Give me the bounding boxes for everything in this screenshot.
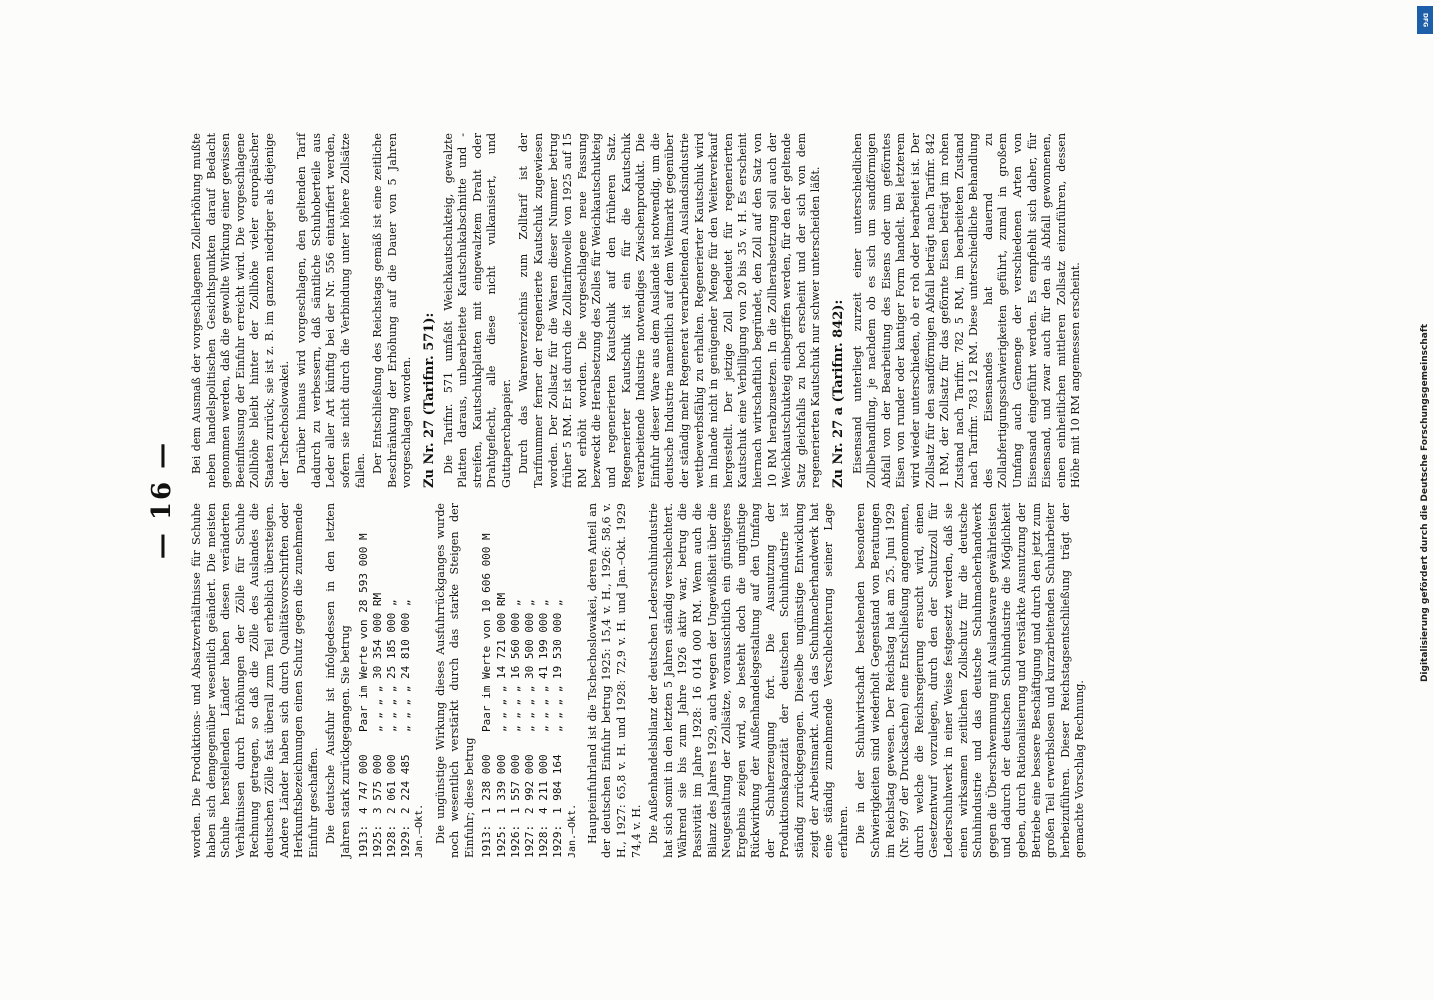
left-column bbox=[190, 503, 1091, 858]
table-note: Jan.–Okt. bbox=[566, 803, 578, 858]
table-row bbox=[495, 503, 509, 858]
year-cell: 1913: bbox=[356, 824, 370, 858]
table-note: Jan.–Okt. bbox=[414, 803, 426, 858]
quantity-cell: 1 984 164 bbox=[551, 754, 565, 814]
value-cell: „ „ „ „ 16 560 000 „ bbox=[508, 599, 522, 732]
year-cell: 1926: bbox=[508, 824, 522, 858]
year-cell: 1927: bbox=[522, 824, 536, 858]
value-cell: Paar im Werte von 28 593 000 M bbox=[356, 533, 370, 732]
paragraph: Die in der Schuhwirtschaft bestehenden besonderen Schwierigkeiten sind wiederholt Gegenstand von Beratungen im Reichstag gewesen. Der Reichstag hat am 25. Juni 1929 (Nr. 997 der Drucksachen) eine Entschließung angenommen, durch welche die Reichsregierung ersucht wird, einen Gesetzentwurf vorzulegen, durch den der Schutzzoll für Lederschuhwerk in einer Weise festgesetzt werden, daß sie einen wirksamen zeitlichen Zollschutz für die deutsche Schuhindustrie und das deutsche Schuhmacherhandwerk gegen die Überschwemmung mit Auslandsware gewährleisten und dadurch der deutschen Schuhindustrie die Möglichkeit geben, durch Rationalisierung und verstärkte Ausnutzung der Betriebe eine bessere Beschäftigung und durch den jetzt zum großen Teil erwerbslosen und kurzarbeitenden Schuharbeiter herbeizuführen. Dieser Reichstagsentschließung trägt der gemachte Vorschlag Rechnung. bbox=[854, 503, 1087, 858]
import-table bbox=[480, 503, 579, 858]
table-row bbox=[371, 503, 385, 858]
paragraph: Haupteinfuhrland ist die Tschechoslowakei, deren Anteil an der deutschen Einfuhr betrug 1925: 15,4 v. H., 1926: 58,6 v. H., 1927: 65,8 v. H. und 1928: 72,9 v. H. und Jan.–Okt. 1929 74,4 v. H. bbox=[585, 503, 643, 858]
quantity-cell: 1 339 000 bbox=[494, 754, 508, 814]
quantity-cell: 1 238 000 bbox=[480, 754, 494, 814]
table-row bbox=[480, 503, 494, 858]
table-row bbox=[537, 503, 551, 858]
year-cell: 1928: bbox=[537, 824, 551, 858]
quantity-cell: 4 747 000 bbox=[356, 754, 370, 814]
value-cell: „ „ „ „ 14 721 000 RM bbox=[494, 592, 508, 732]
paragraph: Die ungünstige Wirkung dieses Ausfuhrrückganges wurde noch wesentlich verstärkt durch das starke Steigen der Einfuhr; diese betrug bbox=[433, 503, 476, 858]
paragraph: Die deutsche Ausfuhr ist infolgedessen in den letzten Jahren stark zurückgegangen. Sie betrug bbox=[324, 503, 352, 858]
table-row bbox=[357, 503, 371, 858]
value-cell: „ „ „ „ 24 810 000 „ bbox=[399, 599, 413, 732]
paragraph: worden. Die Produktions- und Absatzverhältnisse für Schuhe haben sich demgegenüber wesentlich geändert. Die meisten Schuhe herstellenden Länder haben diesen veränderten Verhältnissen durch Erhöhungen der Zölle für Schuhe Rechnung getragen, so daß die Zölle des Auslandes die deutschen Zölle fast überall zum Teil erheblich übersteigen. Andere Länder haben sich durch Qualitätsvorschriften oder Herkunftsbezeichnungen einen Schutz gegen die zunehmende Einfuhr geschaffen. bbox=[190, 503, 320, 858]
table-row bbox=[551, 503, 565, 858]
digitization-credit-text: Digitalisierung gefördert durch die Deutsche Forschungsgemeinschaft bbox=[1420, 323, 1430, 683]
paragraph: Die Außenhandelsbilanz der deutschen Lederschuhindustrie hat sich somit in den letzten 5 Jahren ständig verschlechtert. Während sie bis zum Jahre 1926 aktiv war, betrug die Passivität im Jahre 1928: 16 014 000 RM. Wenn auch die Bilanz des Jahres 1929, auch wegen der Ungewißheit über die Neugestaltung der Zollsätze, voraussichtlich ein günstigeres Ergebnis zeigen wird, so besteht doch die ungünstige Rückwirkung der Außenhandelsgestaltung auf den Umfang der Schuherzeugung fort. Die Ausnutzung der Produktionskapazität der deutschen Schuhindustrie ist ständig zurückgegangen. Dieselbe ungünstige Entwicklung zeigt der Arbeitsmarkt. Auch das Schuhmacherhandwerk hat eine ständig zunehmende Verschlechterung seiner Lage erfahren. bbox=[647, 503, 850, 858]
value-cell: Paar im Werte von 10 606 000 M bbox=[480, 533, 494, 732]
table-row bbox=[509, 503, 523, 858]
value-cell: „ „ „ „ 19 530 000 „ bbox=[551, 599, 565, 732]
paragraph: Bei dem Ausmaß der vorgeschlagenen Zollerhöhung mußte neben handelspolitischen Gesichtspunkten darauf Bedacht genommen werden, daß die gewollte Wirkung einer gewissen Beeinflussung der Einfuhr erreicht wird. Die vorgeschlagene Zollhöhe bleibt hinter der Zollhöhe vieler europäischer Staaten zurück; sie ist z. B. im ganzen niedriger als diejenige der Tschechoslowakei. bbox=[190, 133, 291, 488]
page-number-header: — 16 — bbox=[147, 440, 177, 560]
quantity-cell: 2 061 000 bbox=[384, 754, 398, 814]
section-heading: Zu Nr. 27 (Tarifnr. 571): bbox=[421, 312, 437, 488]
table-row bbox=[399, 503, 413, 858]
quantity-cell: 2 992 000 bbox=[522, 754, 536, 814]
paragraph: Die Tarifnr. 571 umfaßt Weichkautschukteig, gewalzte Platten daraus, unbearbeitete Kautschukabschnitte und -streifen, Kautschukplatten mit eingewalztem Draht oder Drahtgeflecht, alle diese nicht vulkanisiert, und Guttaperchapapier. bbox=[441, 133, 513, 488]
paragraph: Durch das Warenverzeichnis zum Zolltarif ist der Tarifnummer ferner der regenerierte Kautschuk zugewiesen worden. Der Zollsatz für die Waren dieser Nummer betrug früher 5 RM. Er ist durch die Zolltarifnovelle von 1925 auf 15 RM erhöht worden. Die vorgeschlagene neue Fassung bezweckt die Herabsetzung des Zolles für Weichkautschukteig und regenerierten Kautschuk auf den früheren Satz. Regenerierter Kautschuk ist ein für die Kautschuk verarbeitende Industrie notwendiges Zwischenprodukt. Die Einfuhr dieser Ware aus dem Auslande ist notwendig, um die deutsche Industrie namentlich auf dem Weltmarkt gegenüber der ständig mehr Regenerat verarbeitenden Auslandsindustrie wettbewerbsfähig zu erhalten. Regenerierter Kautschuk wird im Inlande nicht in genügender Menge für den Weiterverkauf hergestellt. Der jetzige Zoll bedeutet für regenerierten Kautschuk eine Verbilligung von 20 bis 35 v. H. Es erscheint hiernach wirtschaftlich begründet, den Zoll auf den Satz von 10 RM herabzusetzen. In die Zollherabsetzung soll auch der Weichkautschukteig einbegriffen werden, für den der geltende Satz gleichfalls zu hoch erscheint und der sich von dem regenerierten Kautschuk nur schwer unterscheiden läßt. bbox=[517, 133, 823, 488]
paragraph: Eisensand unterliegt zurzeit einer unterschiedlichen Zollbehandlung, je nachdem ob es sich um sandförmigen Abfall von der Bearbeitung des Eisens oder um geförntes Eisen von runder oder kantiger Form handelt. Bei letzterem wird wieder unterschieden, ob er roh oder bearbeitet ist. Der Zollsatz für den sandförmigen Abfall beträgt nach Tarifnr. 842 1 RM, der Zollsatz für das geförnte Eisen beträgt im rohen Zustand nach Tarifnr. 782 5 RM, im bearbeiteten Zustand nach Tarifnr. 783 12 RM. Diese unterschiedliche Behandlung des Eisensandes hat dauernd zu Zollabfertigungsschwierigkeiten geführt, zumal in großem Umfang auch Gemenge der verschiedenen Arten von Eisensand eingeführt werden. Es empfiehlt sich daher, für Eisensand, und zwar auch für den als Abfall gewonnenen, einen einheitlichen mittleren Zollsatz einzuführen, dessen Höhe mit 10 RM angemessen erscheint. bbox=[850, 133, 1083, 488]
quantity-cell: 3 575 000 bbox=[370, 754, 384, 814]
year-cell: 1925: bbox=[370, 824, 384, 858]
right-column bbox=[190, 133, 1087, 488]
quantity-cell: 2 224 485 bbox=[399, 754, 413, 814]
document-page bbox=[142, 120, 1292, 880]
year-cell: 1928: bbox=[384, 824, 398, 858]
value-cell: „ „ „ „ 30 354 000 RM bbox=[370, 592, 384, 732]
quantity-cell: 4 211 000 bbox=[537, 754, 551, 814]
paragraph: Darüber hinaus wird vorgeschlagen, den geltenden Tarif dadurch zu verbessern, daß sämtliche Schuhoberteile aus Leder aller Art künftig bei der Nr. 556 eintarifiert werden, sofern sie nicht durch die Verbindung unter höhere Zollsätze fallen. bbox=[295, 133, 367, 488]
dfg-logo: DFG bbox=[1417, 6, 1433, 34]
value-cell: „ „ „ „ 25 185 000 „ bbox=[384, 599, 398, 732]
table-row bbox=[523, 503, 537, 858]
table-row bbox=[385, 503, 399, 858]
export-table bbox=[357, 503, 428, 858]
quantity-cell: 1 557 000 bbox=[508, 754, 522, 814]
digitization-credit bbox=[1418, 8, 1432, 998]
year-cell: 1929: bbox=[399, 824, 413, 858]
value-cell: „ „ „ „ 41 199 000 „ bbox=[537, 599, 551, 732]
year-cell: 1925: bbox=[494, 824, 508, 858]
section-heading: Zu Nr. 27 a (Tarifnr. 842): bbox=[830, 299, 846, 488]
value-cell: „ „ „ „ 30 500 000 „ bbox=[522, 599, 536, 732]
year-cell: 1913: bbox=[480, 824, 494, 858]
year-cell: 1929: bbox=[551, 824, 565, 858]
paragraph: Der Entschließung des Reichstags gemäß ist eine zeitliche Beschränkung der Erhöhung auf die Dauer von 5 Jahren vorgeschlagen worden. bbox=[371, 133, 414, 488]
